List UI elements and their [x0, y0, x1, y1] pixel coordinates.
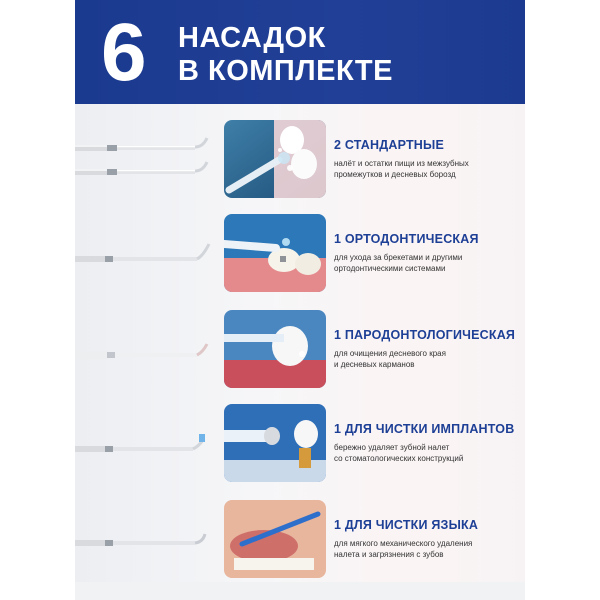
item-desc-line-2: налета и загрязнения с зубов: [334, 550, 444, 559]
standard-nozzle-photo: [224, 120, 326, 198]
periodontal-nozzle-photo: [224, 310, 326, 388]
item-desc-line-1: для ухода за брекетами и другими: [334, 253, 463, 262]
header-title-line-2: В КОМПЛЕКТЕ: [178, 55, 393, 87]
footer-strip: [75, 582, 525, 600]
item-title: 1 ОРТОДОНТИЧЕСКАЯ: [334, 232, 479, 246]
item-desc-line-2: и десневых карманов: [334, 360, 415, 369]
periodontal-nozzle-icon: [75, 334, 215, 374]
header-banner: [75, 0, 525, 104]
orthodontic-nozzle-icon: [75, 238, 215, 278]
item-desc-line-2: со стоматологических конструкций: [334, 454, 464, 463]
item-title: 1 ДЛЯ ЧИСТКИ ИМПЛАНТОВ: [334, 422, 515, 436]
tongue-nozzle-photo: [224, 500, 326, 578]
list-item: [75, 104, 525, 198]
list-item: [75, 484, 525, 578]
item-desc-line-2: промежутков и десневых борозд: [334, 170, 456, 179]
nozzle-list: [75, 104, 525, 582]
implant-nozzle-icon: [75, 426, 215, 466]
item-desc-line-1: бережно удаляет зубной налет: [334, 443, 450, 452]
item-title: 2 СТАНДАРТНЫЕ: [334, 138, 444, 152]
item-desc-line-2: ортодонтическими системами: [334, 264, 446, 273]
implant-nozzle-photo: [224, 404, 326, 482]
orthodontic-nozzle-photo: [224, 214, 326, 292]
item-title: 1 ПАРОДОНТОЛОГИЧЕСКАЯ: [334, 328, 516, 342]
tongue-nozzle-icon: [75, 520, 215, 560]
header-number: 6: [101, 7, 147, 98]
header-title-line-1: НАСАДОК: [178, 22, 326, 54]
list-item: [75, 294, 525, 388]
item-desc-line-1: для очищения десневого края: [334, 349, 446, 358]
list-item: [75, 388, 525, 482]
standard-nozzle-icon-2: [75, 150, 215, 190]
item-title: 1 ДЛЯ ЧИСТКИ ЯЗЫКА: [334, 518, 479, 532]
list-item: [75, 198, 525, 292]
item-desc-line-1: налёт и остатки пищи из межзубных: [334, 159, 469, 168]
item-desc-line-1: для мягкого механического удаления: [334, 539, 473, 548]
product-card: [75, 0, 525, 600]
